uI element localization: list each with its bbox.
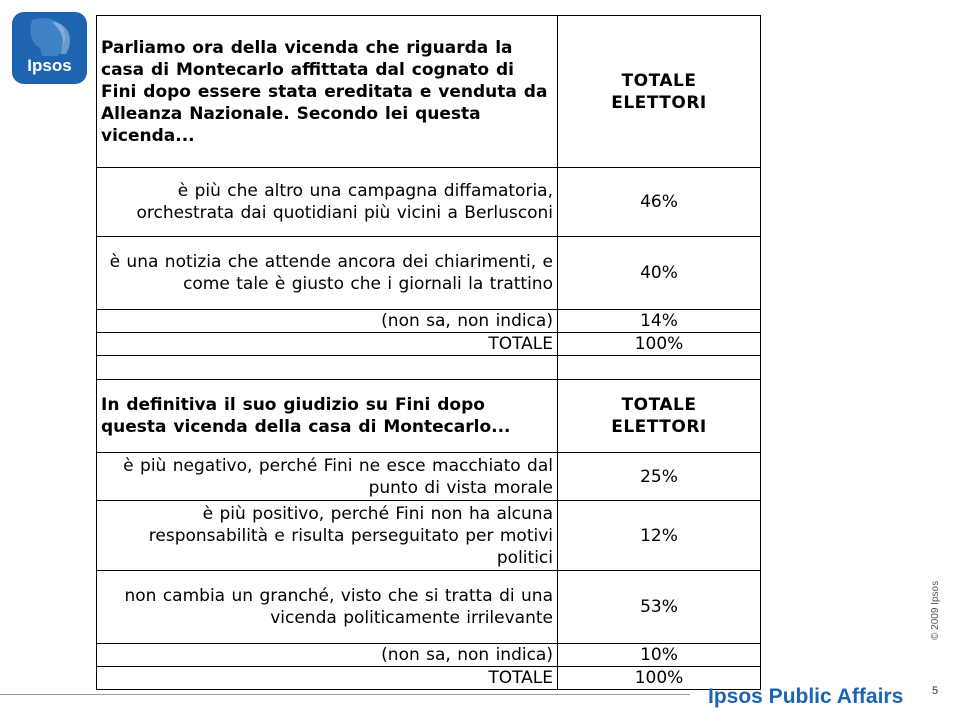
answer-value: 25% (558, 453, 761, 501)
ipsos-logo (12, 12, 87, 84)
footer-divider (0, 694, 690, 695)
answer-value: 46% (558, 168, 761, 237)
total-value: 100% (558, 667, 761, 690)
footer-brand: Ipsos Public Affairs (708, 685, 904, 708)
spacer-cell (558, 356, 761, 380)
column-header-2-line2: ELETTORI (611, 417, 707, 437)
survey-table (96, 15, 761, 690)
answer-label: è più che altro una campagna diffamatoria, orchestrata dai quotidiani più vicini a Berlusconi (97, 168, 558, 237)
answer-label: (non sa, non indica) (97, 310, 558, 333)
column-header-1-line1: TOTALE (621, 70, 697, 91)
spacer-cell (97, 356, 558, 380)
page-number: 5 (932, 685, 939, 697)
total-label: TOTALE (97, 333, 558, 356)
column-header-1 (558, 16, 761, 168)
total-value: 100% (558, 333, 761, 356)
column-header-1-line2: ELETTORI (611, 92, 707, 113)
answer-value: 40% (558, 237, 761, 310)
answer-label: (non sa, non indica) (97, 644, 558, 667)
answer-value: 12% (558, 501, 761, 571)
answer-label: non cambia un granché, visto che si tratta di una vicenda politicamente irrilevante (97, 571, 558, 644)
answer-label: è più negativo, perché Fini ne esce macchiato dal punto di vista morale (97, 453, 558, 501)
column-header-2-line1: TOTALE (621, 395, 697, 415)
logo-text: Ipsos (27, 56, 72, 75)
total-label: TOTALE (97, 667, 558, 690)
question-2: In definitiva il suo giudizio su Fini dopo questa vicenda della casa di Montecarlo... (97, 380, 558, 453)
answer-label: è più positivo, perché Fini non ha alcuna responsabilità e risulta perseguitato per motivi politici (97, 501, 558, 571)
answer-value: 10% (558, 644, 761, 667)
answer-value: 53% (558, 571, 761, 644)
copyright-notice: © 2009 Ipsos (930, 580, 941, 640)
question-1: Parliamo ora della vicenda che riguarda la casa di Montecarlo affittata dal cognato di Fini dopo essere stata ereditata e venduta da Alleanza Nazionale. Secondo lei questa vicenda... (97, 16, 558, 168)
column-header-2 (558, 380, 761, 453)
answer-value: 14% (558, 310, 761, 333)
answer-label: è una notizia che attende ancora dei chiarimenti, e come tale è giusto che i giornali la trattino (97, 237, 558, 310)
